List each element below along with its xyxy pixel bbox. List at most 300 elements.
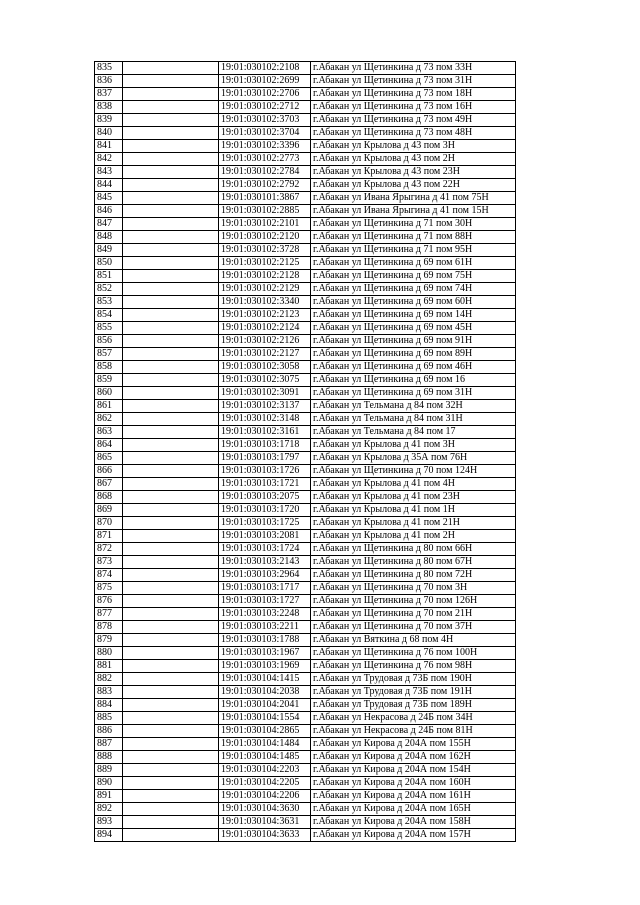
cadastral-number-cell: 19:01:030102:2712 (219, 101, 311, 114)
row-number-cell: 851 (95, 270, 123, 283)
empty-cell (123, 192, 219, 205)
empty-cell (123, 608, 219, 621)
address-cell: г.Абакан ул Кирова д 204А пом 161Н (311, 790, 516, 803)
cadastral-number-cell: 19:01:030103:2964 (219, 569, 311, 582)
row-number-cell: 887 (95, 738, 123, 751)
cadastral-number-cell: 19:01:030104:2865 (219, 725, 311, 738)
row-number-cell: 884 (95, 699, 123, 712)
table-row (95, 62, 516, 75)
cadastral-number-cell: 19:01:030104:3631 (219, 816, 311, 829)
empty-cell (123, 218, 219, 231)
address-cell: г.Абакан ул Щетинкина д 73 пом 16Н (311, 101, 516, 114)
address-cell: г.Абакан ул Щетинкина д 80 пом 66Н (311, 543, 516, 556)
empty-cell (123, 686, 219, 699)
cadastral-number-cell: 19:01:030102:2792 (219, 179, 311, 192)
table-row (95, 231, 516, 244)
table-row (95, 114, 516, 127)
address-cell: г.Абакан ул Щетинкина д 70 пом 126Н (311, 595, 516, 608)
table-row (95, 335, 516, 348)
table-row (95, 374, 516, 387)
address-cell: г.Абакан ул Щетинкина д 73 пом 33Н (311, 62, 516, 75)
address-cell: г.Абакан ул Щетинкина д 69 пом 31Н (311, 387, 516, 400)
address-cell: г.Абакан ул Щетинкина д 69 пом 45Н (311, 322, 516, 335)
row-number-cell: 882 (95, 673, 123, 686)
table-row (95, 634, 516, 647)
address-cell: г.Абакан ул Щетинкина д 69 пом 46Н (311, 361, 516, 374)
table-row (95, 101, 516, 114)
cadastral-number-cell: 19:01:030103:1725 (219, 517, 311, 530)
cadastral-number-cell: 19:01:030102:2120 (219, 231, 311, 244)
table-row (95, 582, 516, 595)
empty-cell (123, 803, 219, 816)
cadastral-number-cell: 19:01:030103:2143 (219, 556, 311, 569)
cadastral-number-cell: 19:01:030101:3867 (219, 192, 311, 205)
address-cell: г.Абакан ул Крылова д 41 пом 4Н (311, 478, 516, 491)
row-number-cell: 875 (95, 582, 123, 595)
row-number-cell: 889 (95, 764, 123, 777)
row-number-cell: 866 (95, 465, 123, 478)
address-cell: г.Абакан ул Крылова д 41 пом 1Н (311, 504, 516, 517)
cadastral-number-cell: 19:01:030102:3340 (219, 296, 311, 309)
empty-cell (123, 244, 219, 257)
row-number-cell: 877 (95, 608, 123, 621)
table-row (95, 803, 516, 816)
cadastral-number-cell: 19:01:030103:1727 (219, 595, 311, 608)
address-cell: г.Абакан ул Некрасова д 24Б пом 81Н (311, 725, 516, 738)
cadastral-number-cell: 19:01:030102:2784 (219, 166, 311, 179)
table-row (95, 166, 516, 179)
table-row (95, 296, 516, 309)
address-cell: г.Абакан ул Щетинкина д 69 пом 74Н (311, 283, 516, 296)
table-row (95, 127, 516, 140)
table-row (95, 764, 516, 777)
empty-cell (123, 517, 219, 530)
cadastral-number-cell: 19:01:030102:3396 (219, 140, 311, 153)
cadastral-number-cell: 19:01:030103:1721 (219, 478, 311, 491)
address-cell: г.Абакан ул Щетинкина д 80 пом 67Н (311, 556, 516, 569)
property-table (94, 61, 516, 842)
table-row (95, 556, 516, 569)
table-row (95, 257, 516, 270)
table-row (95, 218, 516, 231)
empty-cell (123, 374, 219, 387)
empty-cell (123, 400, 219, 413)
address-cell: г.Абакан ул Тельмана д 84 пом 31Н (311, 413, 516, 426)
cadastral-number-cell: 19:01:030103:1969 (219, 660, 311, 673)
table-row (95, 686, 516, 699)
row-number-cell: 859 (95, 374, 123, 387)
table-row (95, 309, 516, 322)
empty-cell (123, 816, 219, 829)
empty-cell (123, 75, 219, 88)
row-number-cell: 862 (95, 413, 123, 426)
table-row (95, 439, 516, 452)
table-row (95, 699, 516, 712)
table-row (95, 179, 516, 192)
address-cell: г.Абакан ул Крылова д 41 пом 3Н (311, 439, 516, 452)
empty-cell (123, 673, 219, 686)
address-cell: г.Абакан ул Щетинкина д 69 пом 14Н (311, 309, 516, 322)
table-row (95, 75, 516, 88)
empty-cell (123, 205, 219, 218)
empty-cell (123, 569, 219, 582)
cadastral-number-cell: 19:01:030102:2699 (219, 75, 311, 88)
row-number-cell: 844 (95, 179, 123, 192)
table-row (95, 205, 516, 218)
row-number-cell: 848 (95, 231, 123, 244)
address-cell: г.Абакан ул Щетинкина д 69 пом 89Н (311, 348, 516, 361)
cadastral-number-cell: 19:01:030102:2123 (219, 309, 311, 322)
empty-cell (123, 127, 219, 140)
empty-cell (123, 296, 219, 309)
empty-cell (123, 101, 219, 114)
table-row (95, 595, 516, 608)
empty-cell (123, 335, 219, 348)
cadastral-number-cell: 19:01:030102:2101 (219, 218, 311, 231)
row-number-cell: 842 (95, 153, 123, 166)
row-number-cell: 837 (95, 88, 123, 101)
cadastral-number-cell: 19:01:030104:2205 (219, 777, 311, 790)
row-number-cell: 892 (95, 803, 123, 816)
empty-cell (123, 270, 219, 283)
empty-cell (123, 309, 219, 322)
cadastral-number-cell: 19:01:030104:2041 (219, 699, 311, 712)
empty-cell (123, 387, 219, 400)
table-row (95, 608, 516, 621)
cadastral-number-cell: 19:01:030102:2129 (219, 283, 311, 296)
empty-cell (123, 712, 219, 725)
address-cell: г.Абакан ул Крылова д 43 пом 22Н (311, 179, 516, 192)
empty-cell (123, 140, 219, 153)
empty-cell (123, 361, 219, 374)
cadastral-number-cell: 19:01:030102:2885 (219, 205, 311, 218)
table-row (95, 790, 516, 803)
address-cell: г.Абакан ул Тельмана д 84 пом 32Н (311, 400, 516, 413)
cadastral-number-cell: 19:01:030103:1726 (219, 465, 311, 478)
row-number-cell: 845 (95, 192, 123, 205)
empty-cell (123, 595, 219, 608)
cadastral-number-cell: 19:01:030102:3728 (219, 244, 311, 257)
empty-cell (123, 426, 219, 439)
row-number-cell: 867 (95, 478, 123, 491)
table-body (95, 62, 516, 842)
table-row (95, 426, 516, 439)
table-row (95, 452, 516, 465)
empty-cell (123, 543, 219, 556)
row-number-cell: 853 (95, 296, 123, 309)
cadastral-number-cell: 19:01:030104:1554 (219, 712, 311, 725)
cadastral-number-cell: 19:01:030104:2038 (219, 686, 311, 699)
table-row (95, 88, 516, 101)
row-number-cell: 846 (95, 205, 123, 218)
row-number-cell: 836 (95, 75, 123, 88)
empty-cell (123, 465, 219, 478)
empty-cell (123, 738, 219, 751)
cadastral-number-cell: 19:01:030103:1718 (219, 439, 311, 452)
row-number-cell: 874 (95, 569, 123, 582)
address-cell: г.Абакан ул Щетинкина д 73 пом 31Н (311, 75, 516, 88)
table-row (95, 140, 516, 153)
table-row (95, 283, 516, 296)
empty-cell (123, 790, 219, 803)
table-row (95, 465, 516, 478)
table-row (95, 400, 516, 413)
address-cell: г.Абакан ул Ивана Ярыгина д 41 пом 15Н (311, 205, 516, 218)
row-number-cell: 890 (95, 777, 123, 790)
address-cell: г.Абакан ул Кирова д 204А пом 165Н (311, 803, 516, 816)
empty-cell (123, 257, 219, 270)
address-cell: г.Абакан ул Щетинкина д 69 пом 61Н (311, 257, 516, 270)
cadastral-number-cell: 19:01:030104:2206 (219, 790, 311, 803)
address-cell: г.Абакан ул Кирова д 204А пом 154Н (311, 764, 516, 777)
row-number-cell: 880 (95, 647, 123, 660)
cadastral-number-cell: 19:01:030102:3161 (219, 426, 311, 439)
cadastral-number-cell: 19:01:030104:3630 (219, 803, 311, 816)
row-number-cell: 854 (95, 309, 123, 322)
cadastral-number-cell: 19:01:030103:1724 (219, 543, 311, 556)
row-number-cell: 839 (95, 114, 123, 127)
table-row (95, 244, 516, 257)
empty-cell (123, 452, 219, 465)
cadastral-number-cell: 19:01:030102:2124 (219, 322, 311, 335)
row-number-cell: 847 (95, 218, 123, 231)
empty-cell (123, 348, 219, 361)
address-cell: г.Абакан ул Некрасова д 24Б пом 34Н (311, 712, 516, 725)
row-number-cell: 873 (95, 556, 123, 569)
row-number-cell: 872 (95, 543, 123, 556)
row-number-cell: 864 (95, 439, 123, 452)
empty-cell (123, 660, 219, 673)
address-cell: г.Абакан ул Щетинкина д 70 пом 124Н (311, 465, 516, 478)
row-number-cell: 868 (95, 491, 123, 504)
cadastral-number-cell: 19:01:030102:2126 (219, 335, 311, 348)
address-cell: г.Абакан ул Щетинкина д 73 пом 48Н (311, 127, 516, 140)
address-cell: г.Абакан ул Крылова д 43 пом 2Н (311, 153, 516, 166)
address-cell: г.Абакан ул Щетинкина д 70 пом 21Н (311, 608, 516, 621)
table-row (95, 153, 516, 166)
cadastral-number-cell: 19:01:030102:2125 (219, 257, 311, 270)
address-cell: г.Абакан ул Трудовая д 73Б пом 189Н (311, 699, 516, 712)
table-row (95, 738, 516, 751)
cadastral-number-cell: 19:01:030103:2211 (219, 621, 311, 634)
cadastral-number-cell: 19:01:030102:3075 (219, 374, 311, 387)
row-number-cell: 835 (95, 62, 123, 75)
row-number-cell: 838 (95, 101, 123, 114)
address-cell: г.Абакан ул Крылова д 41 пом 23Н (311, 491, 516, 504)
table-row (95, 504, 516, 517)
table-row (95, 530, 516, 543)
table-row (95, 543, 516, 556)
table-row (95, 621, 516, 634)
row-number-cell: 840 (95, 127, 123, 140)
row-number-cell: 841 (95, 140, 123, 153)
table-row (95, 322, 516, 335)
table-row (95, 192, 516, 205)
table-row (95, 816, 516, 829)
empty-cell (123, 725, 219, 738)
address-cell: г.Абакан ул Щетинкина д 71 пом 88Н (311, 231, 516, 244)
table-row (95, 647, 516, 660)
empty-cell (123, 647, 219, 660)
cadastral-number-cell: 19:01:030104:1484 (219, 738, 311, 751)
table-row (95, 673, 516, 686)
row-number-cell: 886 (95, 725, 123, 738)
address-cell: г.Абакан ул Кирова д 204А пом 155Н (311, 738, 516, 751)
row-number-cell: 888 (95, 751, 123, 764)
address-cell: г.Абакан ул Крылова д 43 пом 3Н (311, 140, 516, 153)
row-number-cell: 858 (95, 361, 123, 374)
address-cell: г.Абакан ул Щетинкина д 69 пом 16 (311, 374, 516, 387)
row-number-cell: 861 (95, 400, 123, 413)
cadastral-number-cell: 19:01:030102:2128 (219, 270, 311, 283)
address-cell: г.Абакан ул Крылова д 41 пом 21Н (311, 517, 516, 530)
empty-cell (123, 322, 219, 335)
row-number-cell: 881 (95, 660, 123, 673)
cadastral-number-cell: 19:01:030102:3703 (219, 114, 311, 127)
address-cell: г.Абакан ул Тельмана д 84 пом 17 (311, 426, 516, 439)
cadastral-number-cell: 19:01:030102:2108 (219, 62, 311, 75)
row-number-cell: 894 (95, 829, 123, 842)
empty-cell (123, 478, 219, 491)
cadastral-number-cell: 19:01:030103:2248 (219, 608, 311, 621)
address-cell: г.Абакан ул Щетинкина д 70 пом 3Н (311, 582, 516, 595)
address-cell: г.Абакан ул Ивана Ярыгина д 41 пом 75Н (311, 192, 516, 205)
table-row (95, 413, 516, 426)
empty-cell (123, 166, 219, 179)
address-cell: г.Абакан ул Крылова д 41 пом 2Н (311, 530, 516, 543)
cadastral-number-cell: 19:01:030102:3704 (219, 127, 311, 140)
empty-cell (123, 413, 219, 426)
row-number-cell: 856 (95, 335, 123, 348)
cadastral-number-cell: 19:01:030103:1788 (219, 634, 311, 647)
address-cell: г.Абакан ул Кирова д 204А пом 160Н (311, 777, 516, 790)
cadastral-number-cell: 19:01:030104:2203 (219, 764, 311, 777)
empty-cell (123, 283, 219, 296)
cadastral-number-cell: 19:01:030102:3058 (219, 361, 311, 374)
row-number-cell: 857 (95, 348, 123, 361)
row-number-cell: 849 (95, 244, 123, 257)
table-row (95, 569, 516, 582)
table-row (95, 829, 516, 842)
empty-cell (123, 621, 219, 634)
address-cell: г.Абакан ул Щетинкина д 69 пом 60Н (311, 296, 516, 309)
row-number-cell: 871 (95, 530, 123, 543)
address-cell: г.Абакан ул Крылова д 35А пом 76Н (311, 452, 516, 465)
table-row (95, 348, 516, 361)
table-row (95, 751, 516, 764)
cadastral-number-cell: 19:01:030102:3148 (219, 413, 311, 426)
row-number-cell: 891 (95, 790, 123, 803)
address-cell: г.Абакан ул Щетинкина д 69 пом 75Н (311, 270, 516, 283)
cadastral-number-cell: 19:01:030104:1415 (219, 673, 311, 686)
address-cell: г.Абакан ул Трудовая д 73Б пом 190Н (311, 673, 516, 686)
cadastral-number-cell: 19:01:030103:1967 (219, 647, 311, 660)
address-cell: г.Абакан ул Щетинкина д 69 пом 91Н (311, 335, 516, 348)
address-cell: г.Абакан ул Щетинкина д 73 пом 49Н (311, 114, 516, 127)
address-cell: г.Абакан ул Щетинкина д 76 пом 100Н (311, 647, 516, 660)
empty-cell (123, 153, 219, 166)
address-cell: г.Абакан ул Щетинкина д 73 пом 18Н (311, 88, 516, 101)
empty-cell (123, 231, 219, 244)
row-number-cell: 879 (95, 634, 123, 647)
row-number-cell: 843 (95, 166, 123, 179)
table-row (95, 660, 516, 673)
cadastral-number-cell: 19:01:030103:1797 (219, 452, 311, 465)
address-cell: г.Абакан ул Щетинкина д 70 пом 37Н (311, 621, 516, 634)
empty-cell (123, 62, 219, 75)
table-row (95, 361, 516, 374)
table-row (95, 712, 516, 725)
empty-cell (123, 829, 219, 842)
address-cell: г.Абакан ул Вяткина д 68 пом 4Н (311, 634, 516, 647)
cadastral-number-cell: 19:01:030104:3633 (219, 829, 311, 842)
row-number-cell: 855 (95, 322, 123, 335)
row-number-cell: 885 (95, 712, 123, 725)
row-number-cell: 860 (95, 387, 123, 400)
table-row (95, 478, 516, 491)
empty-cell (123, 751, 219, 764)
row-number-cell: 869 (95, 504, 123, 517)
row-number-cell: 865 (95, 452, 123, 465)
row-number-cell: 883 (95, 686, 123, 699)
empty-cell (123, 764, 219, 777)
table-row (95, 387, 516, 400)
address-cell: г.Абакан ул Кирова д 204А пом 162Н (311, 751, 516, 764)
cadastral-number-cell: 19:01:030102:3091 (219, 387, 311, 400)
cadastral-number-cell: 19:01:030104:1485 (219, 751, 311, 764)
row-number-cell: 870 (95, 517, 123, 530)
table-row (95, 517, 516, 530)
empty-cell (123, 582, 219, 595)
cadastral-number-cell: 19:01:030102:2773 (219, 153, 311, 166)
empty-cell (123, 556, 219, 569)
cadastral-number-cell: 19:01:030103:2075 (219, 491, 311, 504)
table-row (95, 270, 516, 283)
address-cell: г.Абакан ул Щетинкина д 71 пом 30Н (311, 218, 516, 231)
address-cell: г.Абакан ул Кирова д 204А пом 157Н (311, 829, 516, 842)
empty-cell (123, 777, 219, 790)
address-cell: г.Абакан ул Крылова д 43 пом 23Н (311, 166, 516, 179)
empty-cell (123, 88, 219, 101)
row-number-cell: 893 (95, 816, 123, 829)
address-cell: г.Абакан ул Трудовая д 73Б пом 191Н (311, 686, 516, 699)
table-row (95, 777, 516, 790)
cadastral-number-cell: 19:01:030102:2706 (219, 88, 311, 101)
row-number-cell: 878 (95, 621, 123, 634)
empty-cell (123, 114, 219, 127)
empty-cell (123, 530, 219, 543)
table-row (95, 491, 516, 504)
row-number-cell: 876 (95, 595, 123, 608)
empty-cell (123, 491, 219, 504)
address-cell: г.Абакан ул Щетинкина д 71 пом 95Н (311, 244, 516, 257)
empty-cell (123, 634, 219, 647)
cadastral-number-cell: 19:01:030103:2081 (219, 530, 311, 543)
row-number-cell: 852 (95, 283, 123, 296)
empty-cell (123, 504, 219, 517)
cadastral-number-cell: 19:01:030103:1717 (219, 582, 311, 595)
address-cell: г.Абакан ул Кирова д 204А пом 158Н (311, 816, 516, 829)
row-number-cell: 850 (95, 257, 123, 270)
table-row (95, 725, 516, 738)
row-number-cell: 863 (95, 426, 123, 439)
empty-cell (123, 439, 219, 452)
address-cell: г.Абакан ул Щетинкина д 80 пом 72Н (311, 569, 516, 582)
empty-cell (123, 179, 219, 192)
cadastral-number-cell: 19:01:030103:1720 (219, 504, 311, 517)
empty-cell (123, 699, 219, 712)
cadastral-number-cell: 19:01:030102:3137 (219, 400, 311, 413)
